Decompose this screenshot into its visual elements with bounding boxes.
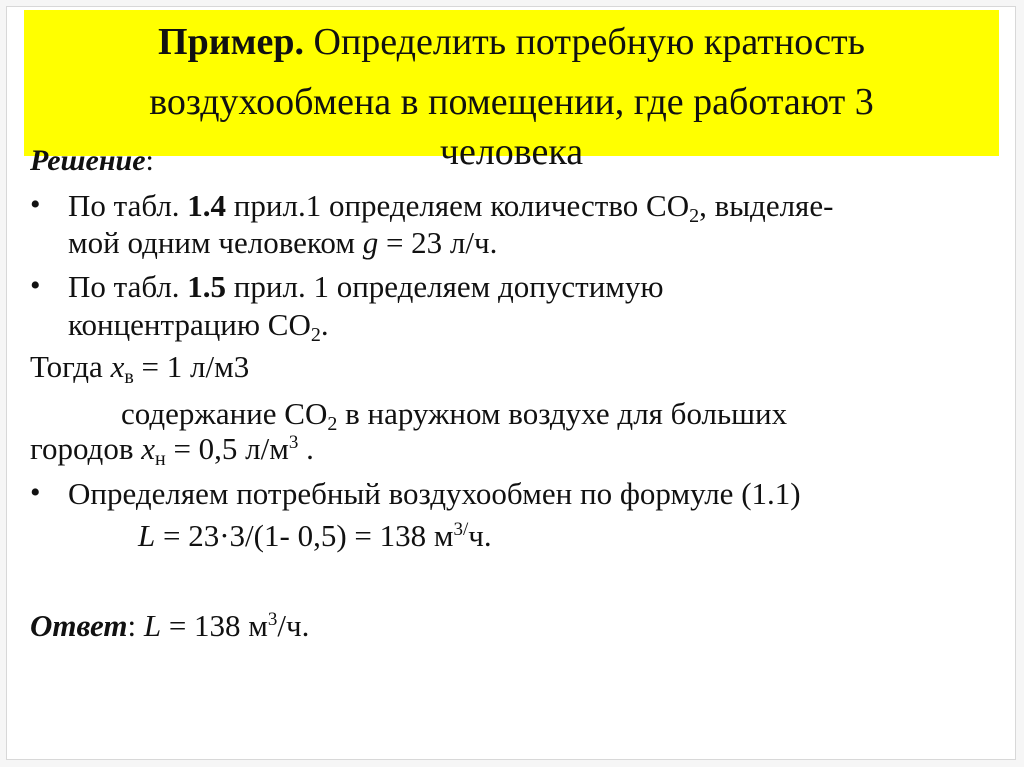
content-line: содержание $СО_2$ в наружном воздухе для больших xyxy=(121,396,788,435)
bullet-1: • xyxy=(30,188,41,221)
title-line-2: воздухообмена в помещении, где работают 3 xyxy=(149,81,874,123)
bullet-3: • xyxy=(30,476,41,509)
then-line: Тогда $x_в = 1$ л/м3 xyxy=(30,349,250,388)
title-line-3: человека xyxy=(439,131,584,173)
bullet-2: • xyxy=(30,269,41,302)
bullet-2-line-2: концентрацию $СО_2$. xyxy=(68,307,329,346)
solution-heading: Решение: xyxy=(30,144,154,177)
bullet-3-line: Определяем потребный воздухообмен по формуле (1.1) xyxy=(68,476,801,511)
answer-line: Ответ: L = 138 $м^3/ч$. xyxy=(30,608,310,643)
bullet-2-line-1: По табл. 1.5 прил. 1 определяем допустимую xyxy=(68,269,664,304)
bullet-1-line-1: По табл. 1.4 прил.1 определяем количество $СО_2$, выделяе- xyxy=(68,188,834,227)
cities-line: городов $x_н = 0,5$ $л/м^3$ . xyxy=(30,431,314,470)
answer-label: Ответ xyxy=(30,608,128,643)
title-line-1: Пример. Определить потребную кратность xyxy=(158,21,865,63)
bullet-1-line-2: мой одним человеком g = 23 л/ч. xyxy=(68,225,498,260)
title-bold: Пример. xyxy=(158,21,305,63)
formula-line: L = 23·3/(1- 0,5) = 138 $м^{3/}ч$. xyxy=(138,518,492,553)
